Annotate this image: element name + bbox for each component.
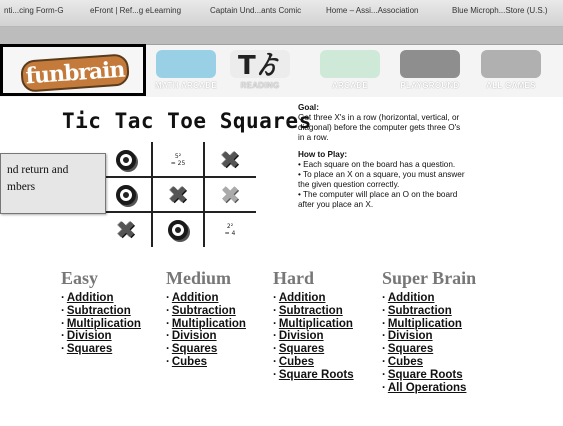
level-link-item: · All Operations	[382, 381, 467, 394]
board-cell[interactable]	[204, 142, 256, 177]
board-cell[interactable]	[100, 177, 152, 212]
question-expression: 5²	[174, 152, 182, 160]
level-link[interactable]: Subtraction	[66, 304, 131, 317]
nav-label: READING	[240, 81, 280, 90]
nav-label: PLAYGROUND	[400, 81, 460, 90]
level-link-item: · Subtraction	[166, 304, 236, 317]
level-link-item: · Division	[273, 330, 324, 343]
level-link-item: · Division	[382, 330, 433, 343]
o-marker-icon	[116, 150, 136, 170]
browser-toolbar-strip	[0, 27, 563, 45]
level-link-item: · Squares	[61, 343, 113, 356]
cell-question	[225, 223, 236, 237]
level-link-item: · Square Roots	[273, 368, 354, 381]
x-marker-icon: ✖	[167, 180, 189, 209]
level-link[interactable]: Division	[171, 330, 217, 343]
level-link-item: · Squares	[382, 343, 434, 356]
how-to-play-text	[298, 160, 508, 210]
question-answer: = 4	[224, 229, 236, 237]
o-marker-icon	[168, 220, 188, 240]
board-cell[interactable]	[100, 212, 152, 247]
nav-reading[interactable]	[224, 48, 296, 94]
x-marker-icon: ✖	[219, 145, 241, 174]
level-link[interactable]: Addition	[66, 292, 114, 304]
nav-label: ARCADE	[331, 81, 369, 90]
level-column-medium	[166, 268, 246, 369]
level-heading: Medium	[166, 268, 231, 288]
how-to-line: • Each square on the board has a question.	[298, 160, 456, 169]
board-cell[interactable]	[152, 177, 204, 212]
svg-text:Tゟ: Tゟ	[238, 51, 282, 78]
bookmark-item[interactable]: nti...cing Form-G	[4, 6, 64, 15]
nav-playground[interactable]	[394, 48, 466, 94]
reading-art-icon	[230, 50, 290, 78]
level-heading: Hard	[273, 268, 315, 288]
level-link[interactable]: Multiplication	[66, 317, 141, 330]
bookmark-item[interactable]: Home – Assi...Association	[326, 6, 419, 15]
tooltip-popup	[0, 153, 106, 214]
level-link[interactable]: Addition	[171, 292, 219, 304]
board-cell[interactable]	[204, 177, 256, 212]
level-link-item: · Addition	[61, 292, 114, 304]
level-link-item: · Subtraction	[382, 304, 452, 317]
instructions-panel	[298, 103, 508, 217]
level-column-easy	[61, 268, 141, 356]
level-link[interactable]: Multiplication	[171, 317, 246, 330]
level-link[interactable]: Subtraction	[387, 304, 452, 317]
level-link-item: · Cubes	[382, 355, 423, 368]
level-link[interactable]: Square Roots	[387, 368, 463, 381]
level-link[interactable]: Division	[278, 330, 324, 343]
level-link[interactable]: Subtraction	[171, 304, 236, 317]
how-to-line: • To place an X on a square, you must answer	[298, 170, 465, 179]
nav-math-arcade[interactable]	[150, 48, 222, 94]
nav-arcade[interactable]	[314, 48, 386, 94]
level-heading: Super Brain	[382, 268, 477, 288]
level-link[interactable]: Cubes	[278, 355, 314, 368]
tooltip-line: nd return and	[7, 164, 69, 176]
level-link-item: · Multiplication	[382, 317, 462, 330]
level-link[interactable]: Cubes	[171, 355, 207, 368]
nav-label: MATH ARCADE	[155, 81, 217, 90]
funbrain-logo: funbrain	[20, 53, 130, 92]
board-cell[interactable]	[152, 142, 204, 177]
level-link[interactable]: Subtraction	[278, 304, 343, 317]
level-link-item: · Subtraction	[273, 304, 343, 317]
level-link-item: · Subtraction	[61, 304, 131, 317]
level-column-super-brain	[382, 268, 476, 394]
nav-all-games[interactable]	[475, 48, 547, 94]
how-to-line: • The computer will place an O on the board	[298, 190, 458, 199]
reading-letters-icon	[230, 50, 290, 78]
level-link-item: · Square Roots	[382, 368, 463, 381]
level-link[interactable]: Square Roots	[278, 368, 354, 381]
how-to-play-heading: How to Play:	[298, 150, 348, 159]
level-link[interactable]: Addition	[278, 292, 326, 304]
bookmark-item[interactable]: Captain Und...ants Comic	[210, 6, 302, 15]
level-link[interactable]: All Operations	[387, 381, 467, 394]
level-link-item: · Squares	[166, 343, 218, 356]
level-link-item: · Addition	[273, 292, 326, 304]
o-marker-icon	[116, 185, 136, 205]
bookmark-item[interactable]: Blue Microph...Store (U.S.)	[452, 6, 548, 15]
level-link-item: · Division	[61, 330, 112, 343]
level-link-item: · Multiplication	[166, 317, 246, 330]
board-cell[interactable]	[100, 142, 152, 177]
x-marker-icon: ✖	[219, 180, 241, 209]
level-link[interactable]: Multiplication	[278, 317, 353, 330]
level-heading: Easy	[61, 268, 99, 288]
level-link[interactable]: Cubes	[387, 355, 423, 368]
bookmarks-bar	[0, 0, 563, 27]
bookmark-item[interactable]: eFront | Ref...g eLearning	[90, 6, 182, 15]
level-link-item: · Squares	[273, 343, 325, 356]
level-link[interactable]: Division	[66, 330, 112, 343]
level-link[interactable]: Squares	[278, 343, 325, 356]
question-answer: = 25	[170, 159, 186, 167]
how-to-line: the given question correctly.	[298, 180, 400, 189]
level-link[interactable]: Squares	[171, 343, 218, 356]
how-to-line: after you place an X.	[298, 200, 374, 209]
all-games-art-icon	[481, 50, 541, 78]
tooltip-line: mbers	[7, 181, 36, 193]
level-link-item: · Addition	[166, 292, 219, 304]
goal-heading: Goal:	[298, 103, 319, 112]
arcade-art-icon	[320, 50, 380, 78]
cell-question	[171, 153, 186, 167]
level-link-item: · Multiplication	[61, 317, 141, 330]
level-link[interactable]: Squares	[66, 343, 113, 356]
board-cell[interactable]	[204, 212, 256, 247]
funbrain-logo-link[interactable]	[0, 44, 146, 96]
level-link-item: · Division	[166, 330, 217, 343]
page-title: Tic Tac Toe Squares	[62, 109, 312, 133]
goal-line: Get three X's in a row (horizontal, vertical, or	[298, 113, 460, 122]
x-marker-icon: ✖	[115, 215, 137, 244]
level-link-item: · Cubes	[166, 355, 207, 368]
level-column-hard	[273, 268, 354, 382]
playground-art-icon	[400, 50, 460, 78]
goal-text	[298, 113, 508, 143]
goal-line: diagonal) before the computer gets three O's	[298, 123, 461, 132]
question-expression: 2²	[226, 222, 234, 230]
math-arcade-art-icon	[156, 50, 216, 78]
level-link[interactable]: Multiplication	[387, 317, 462, 330]
level-link-item: · Multiplication	[273, 317, 353, 330]
nav-label: ALL GAMES	[486, 81, 536, 90]
level-link-item: · Addition	[382, 292, 435, 304]
tic-tac-toe-board	[100, 142, 256, 247]
board-cell[interactable]	[152, 212, 204, 247]
level-link[interactable]: Squares	[387, 343, 434, 356]
level-link[interactable]: Addition	[387, 292, 435, 304]
level-link-item: · Cubes	[273, 355, 314, 368]
goal-line: in a row.	[298, 133, 329, 142]
level-link[interactable]: Division	[387, 330, 433, 343]
